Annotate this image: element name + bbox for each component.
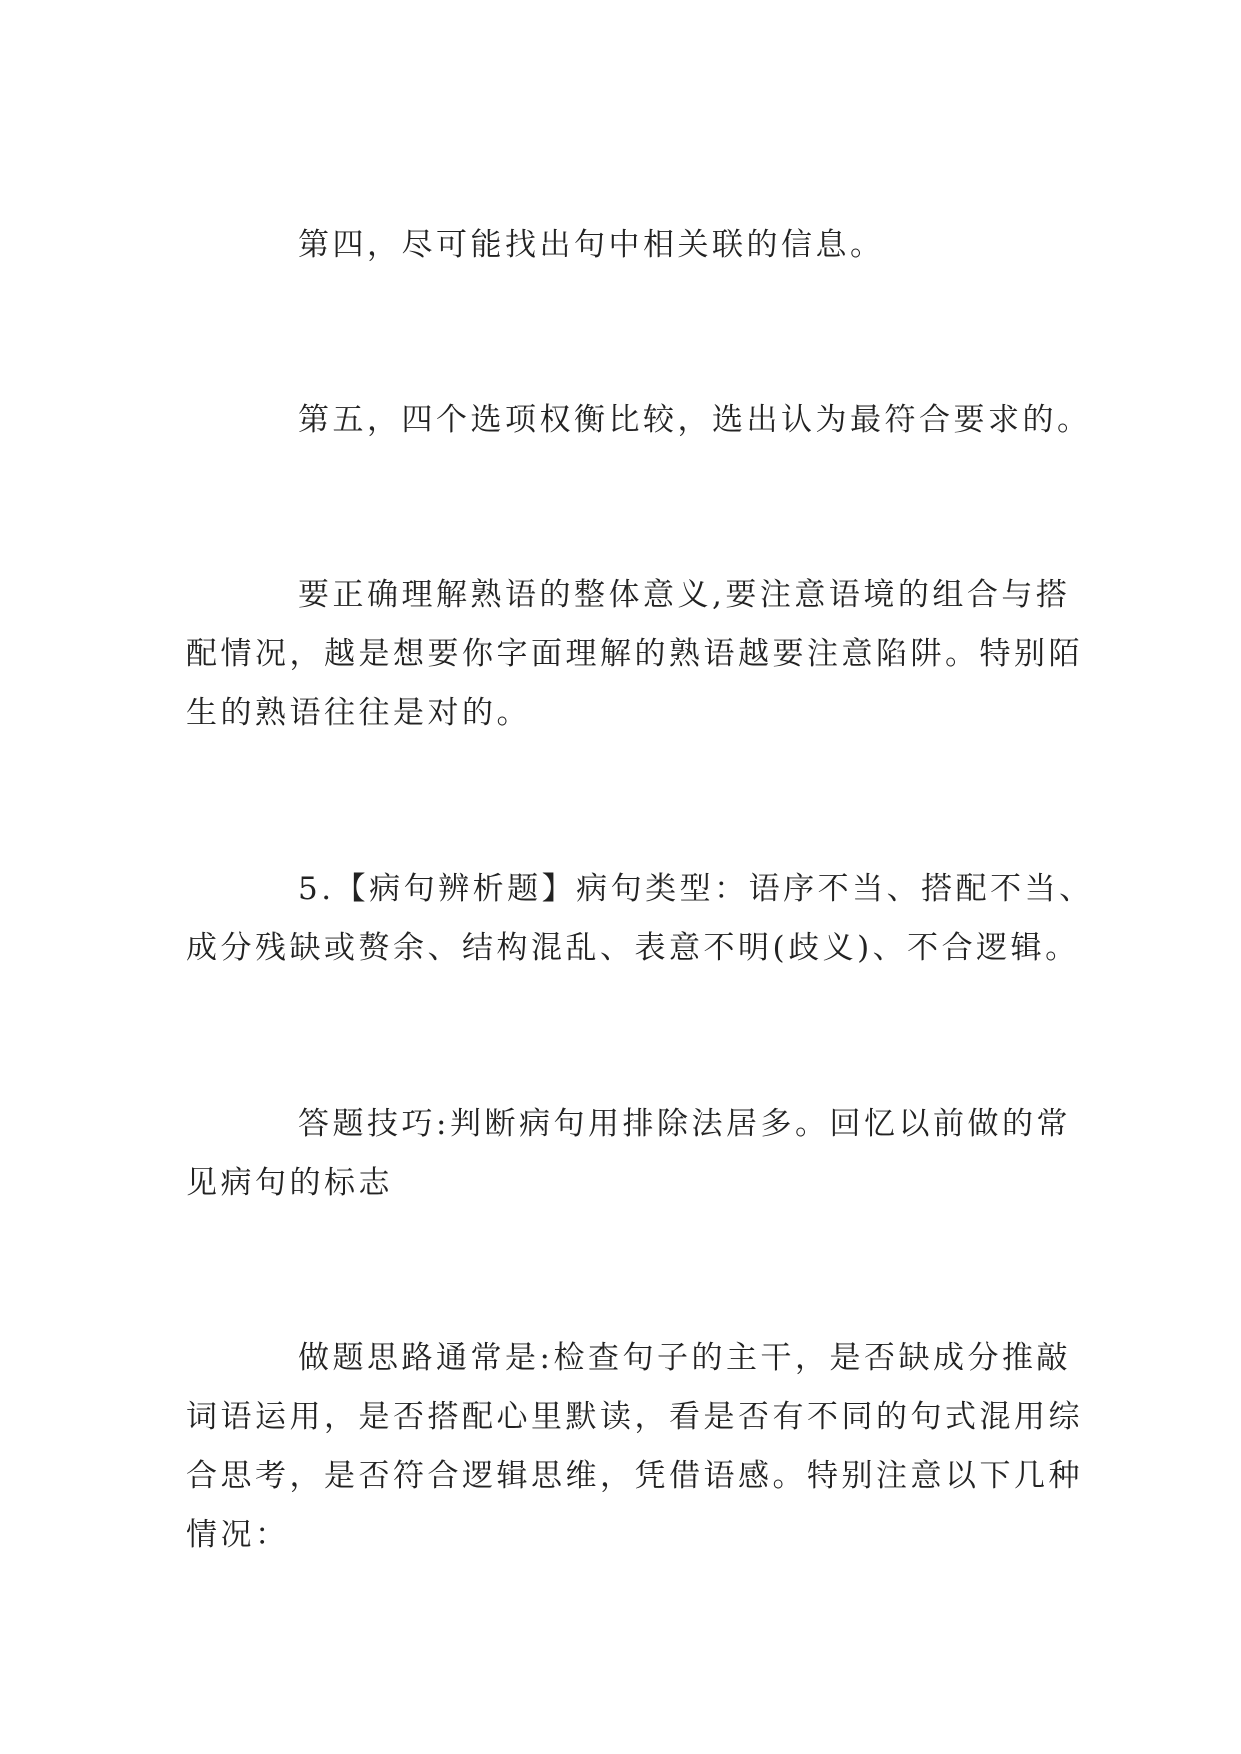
text-line: 成分残缺或赘余、结构混乱、表意不明(歧义)、不合逻辑。 <box>186 930 1080 966</box>
text-line: 要正确理解熟语的整体意义,要注意语境的组合与搭 <box>298 577 1071 613</box>
text-line: 第五，四个选项权衡比较，选出认为最符合要求的。 <box>298 402 1092 438</box>
text-line: 配情况，越是想要你字面理解的熟语越要注意陷阱。特别陌 <box>186 636 1083 672</box>
text-line: 生的熟语往往是对的。 <box>186 695 531 731</box>
paragraph-faulty-sentence-types <box>186 860 1094 978</box>
paragraph-idiom-understanding <box>186 566 1083 743</box>
paragraph-solving-approach <box>186 1329 1083 1565</box>
text-line: 情况： <box>186 1517 290 1553</box>
text-line: 做题思路通常是:检查句子的主干，是否缺成分推敲 <box>298 1340 1071 1376</box>
text-line: 第四，尽可能找出句中相关联的信息。 <box>298 227 885 263</box>
paragraph-step-four <box>186 216 1066 275</box>
text-line: 5.【病句辨析题】病句类型：语序不当、搭配不当、 <box>298 871 1094 907</box>
text-line: 词语运用，是否搭配心里默读，看是否有不同的句式混用综 <box>186 1399 1083 1435</box>
paragraph-answer-tips <box>186 1095 1071 1213</box>
text-line: 见病句的标志 <box>186 1165 393 1201</box>
paragraph-step-five <box>186 391 1092 450</box>
text-line: 合思考，是否符合逻辑思维，凭借语感。特别注意以下几种 <box>186 1458 1083 1494</box>
text-line: 答题技巧:判断病句用排除法居多。回忆以前做的常 <box>298 1106 1071 1142</box>
